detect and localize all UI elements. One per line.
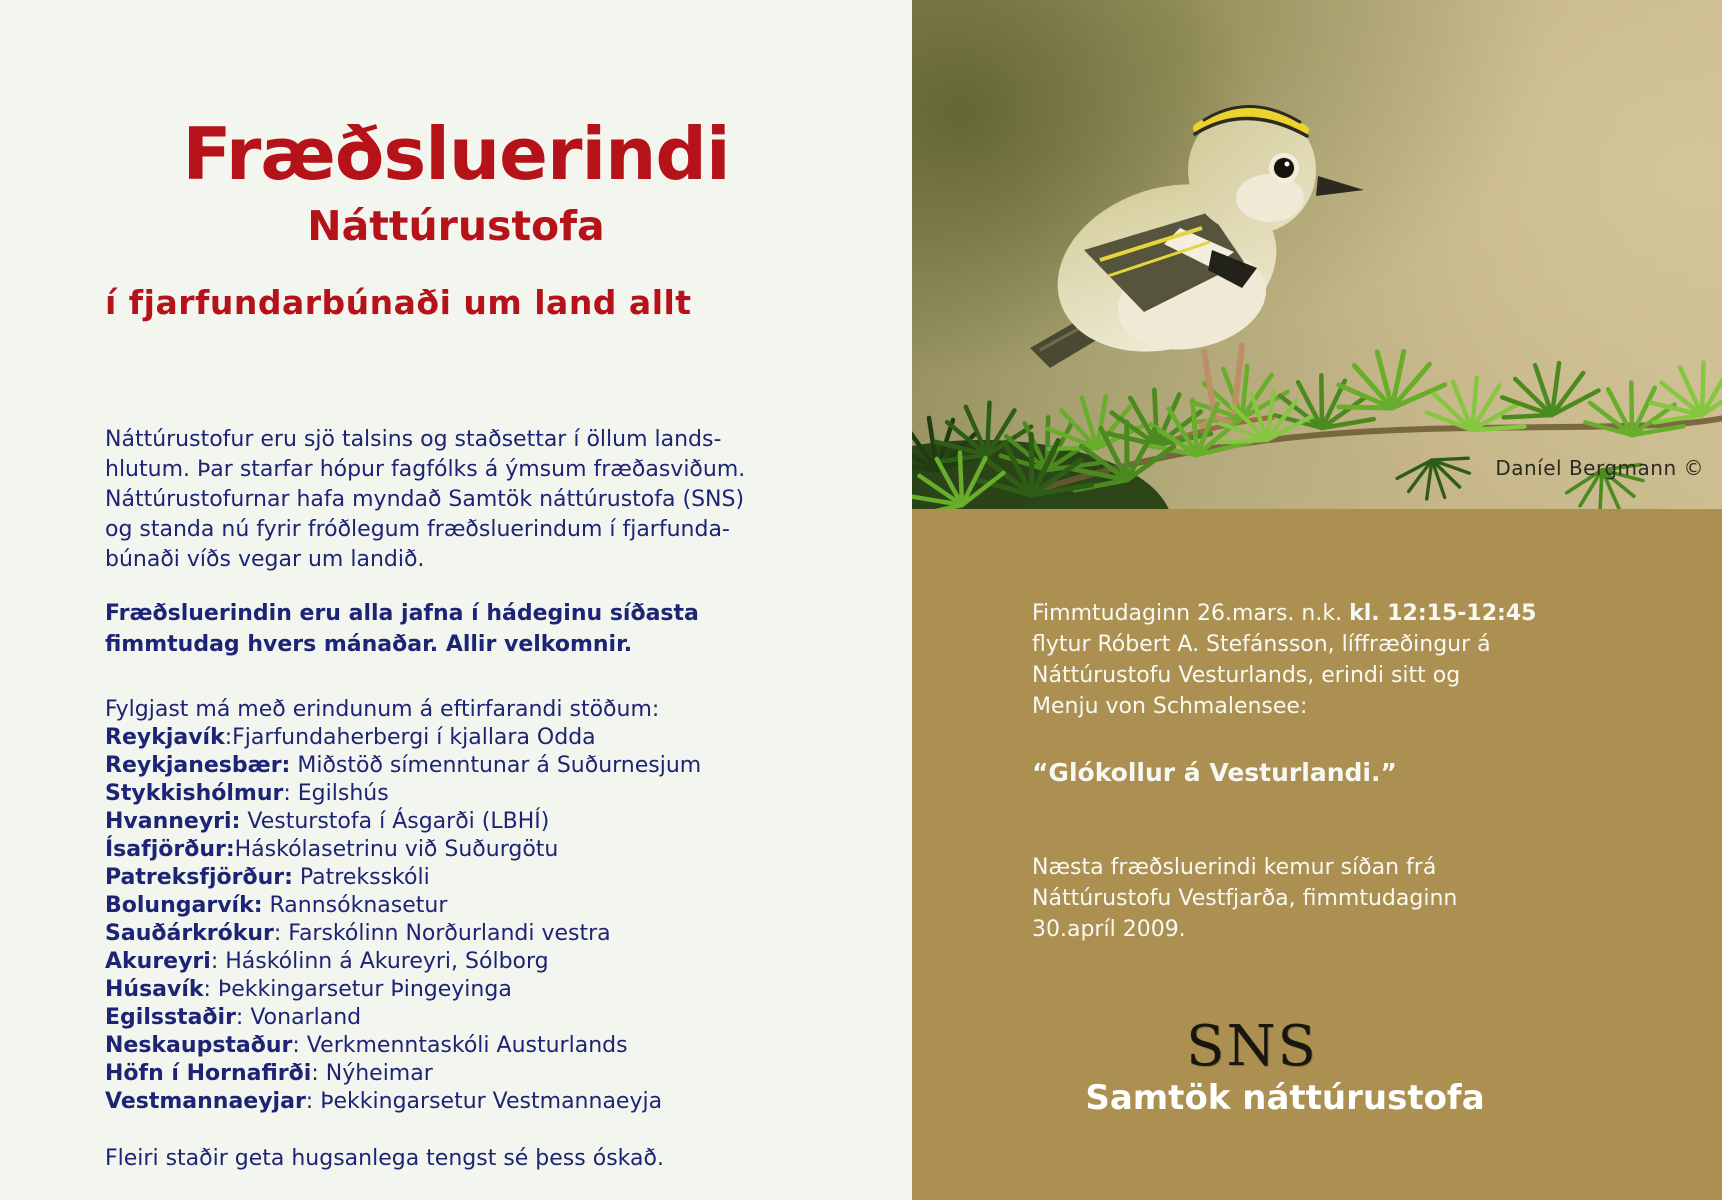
intro-line: Náttúrustofur eru sjö talsins og staðsettar í öllum lands-	[105, 427, 722, 452]
location-name: Stykkishólmur	[105, 781, 284, 806]
location-name: Neskaupstaður	[105, 1033, 293, 1058]
location-row	[105, 836, 701, 864]
tagline: í fjarfundarbúnaði um land allt	[105, 283, 692, 322]
page-title: Fræðsluerindi	[182, 112, 730, 196]
intro-paragraph	[105, 425, 745, 575]
location-venue: : Þekkingarsetur Þingeyinga	[203, 977, 512, 1002]
location-name: Reykjavík	[105, 725, 225, 750]
schedule-date: Fimmtudaginn 26.mars. n.k.	[1032, 601, 1350, 626]
location-venue: : Háskólinn á Akureyri, Sólborg	[210, 949, 549, 974]
next-lecture-line: Næsta fræðsluerindi kemur síðan frá	[1032, 855, 1437, 880]
location-name: Vestmannaeyjar	[105, 1089, 306, 1114]
schedule-note-paragraph	[105, 598, 699, 660]
schedule-line: Náttúrustofu Vesturlands, erindi sitt og	[1032, 663, 1461, 688]
location-venue: : Verkmenntaskóli Austurlands	[292, 1033, 628, 1058]
schedule-note-line: fimmtudag hvers mánaðar. Allir velkomnir.	[105, 632, 633, 657]
location-venue: Miðstöð símenntunar á Suðurnesjum	[290, 753, 702, 778]
schedule-time: kl. 12:15-12:45	[1349, 601, 1537, 626]
right-panel	[912, 0, 1722, 1200]
next-lecture-line: 30.apríl 2009.	[1032, 917, 1186, 942]
photo-credit: Daníel Bergmann ©	[1495, 456, 1704, 480]
location-name: Akureyri	[105, 949, 211, 974]
goldcrest-bird	[1030, 106, 1364, 426]
location-name: Höfn í Hornafirði	[105, 1061, 312, 1086]
location-venue: Vesturstofa í Ásgarði (LBHÍ)	[240, 809, 550, 834]
location-row	[105, 920, 701, 948]
location-venue: : Þekkingarsetur Vestmannaeyja	[305, 1089, 663, 1114]
location-venue: : Vonarland	[235, 1005, 362, 1030]
talk-title: “Glókollur á Vesturlandi.”	[1032, 758, 1397, 787]
intro-line: Náttúrustofurnar hafa myndað Samtök náttúrustofa (SNS)	[105, 487, 745, 512]
next-lecture-line: Náttúrustofu Vestfjarða, fimmtudaginn	[1032, 886, 1458, 911]
intro-line: búnaði víðs vegar um landið.	[105, 547, 425, 572]
location-row	[105, 948, 701, 976]
location-name: Egilsstaðir	[105, 1005, 236, 1030]
page-subtitle: Náttúrustofa	[307, 202, 605, 250]
location-venue: : Farskólinn Norðurlandi vestra	[273, 921, 611, 946]
locations-heading: Fylgjast má með erindunum á eftirfarandi stöðum:	[105, 697, 660, 722]
location-name: Patreksfjörður:	[105, 865, 293, 890]
location-row	[105, 892, 701, 920]
location-venue: Rannsóknasetur	[262, 893, 448, 918]
sns-logo-name: Samtök náttúrustofa	[1085, 1078, 1485, 1118]
schedule-line-1	[1032, 598, 1592, 629]
next-lecture-note	[1032, 852, 1592, 945]
schedule-note-line: Fræðsluerindin eru alla jafna í hádeginu síðasta	[105, 601, 699, 626]
location-venue: Patreksskóli	[292, 865, 430, 890]
schedule-lines	[1032, 629, 1592, 722]
intro-line: hlutum. Þar starfar hópur fagfólks á ýmsum fræðasviðum.	[105, 457, 746, 482]
sns-logo: SNS	[1186, 1014, 1318, 1079]
location-name: Húsavík	[105, 977, 204, 1002]
schedule-line: Menju von Schmalensee:	[1032, 694, 1308, 719]
location-row	[105, 752, 701, 780]
goldcrest-photo	[912, 0, 1722, 509]
location-venue: : Nýheimar	[311, 1061, 433, 1086]
location-venue: Háskólasetrinu við Suðurgötu	[234, 837, 559, 862]
location-venue: : Egilshús	[283, 781, 389, 806]
footer-note: Fleiri staðir geta hugsanlega tengst sé þess óskað.	[105, 1146, 664, 1171]
goldcrest-illustration	[912, 0, 1722, 509]
location-name: Sauðárkrókur	[105, 921, 274, 946]
location-row	[105, 724, 701, 752]
location-name: Ísafjörður:	[105, 837, 235, 862]
intro-line: og standa nú fyrir fróðlegum fræðsluerindum í fjarfunda-	[105, 517, 730, 542]
location-row	[105, 1032, 701, 1060]
locations-section	[105, 696, 701, 1116]
locations-list	[105, 724, 701, 1116]
location-name: Hvanneyri:	[105, 809, 241, 834]
location-row	[105, 780, 701, 808]
location-row	[105, 808, 701, 836]
location-name: Reykjanesbær:	[105, 753, 291, 778]
location-name: Bolungarvík:	[105, 893, 263, 918]
location-row	[105, 976, 701, 1004]
location-row	[105, 1088, 701, 1116]
lecture-schedule	[1032, 598, 1592, 722]
location-venue: :Fjarfundaherbergi í kjallara Odda	[224, 725, 596, 750]
schedule-line: flytur Róbert A. Stefánsson, líffræðingur á	[1032, 632, 1491, 657]
location-row	[105, 864, 701, 892]
location-row	[105, 1060, 701, 1088]
location-row	[105, 1004, 701, 1032]
